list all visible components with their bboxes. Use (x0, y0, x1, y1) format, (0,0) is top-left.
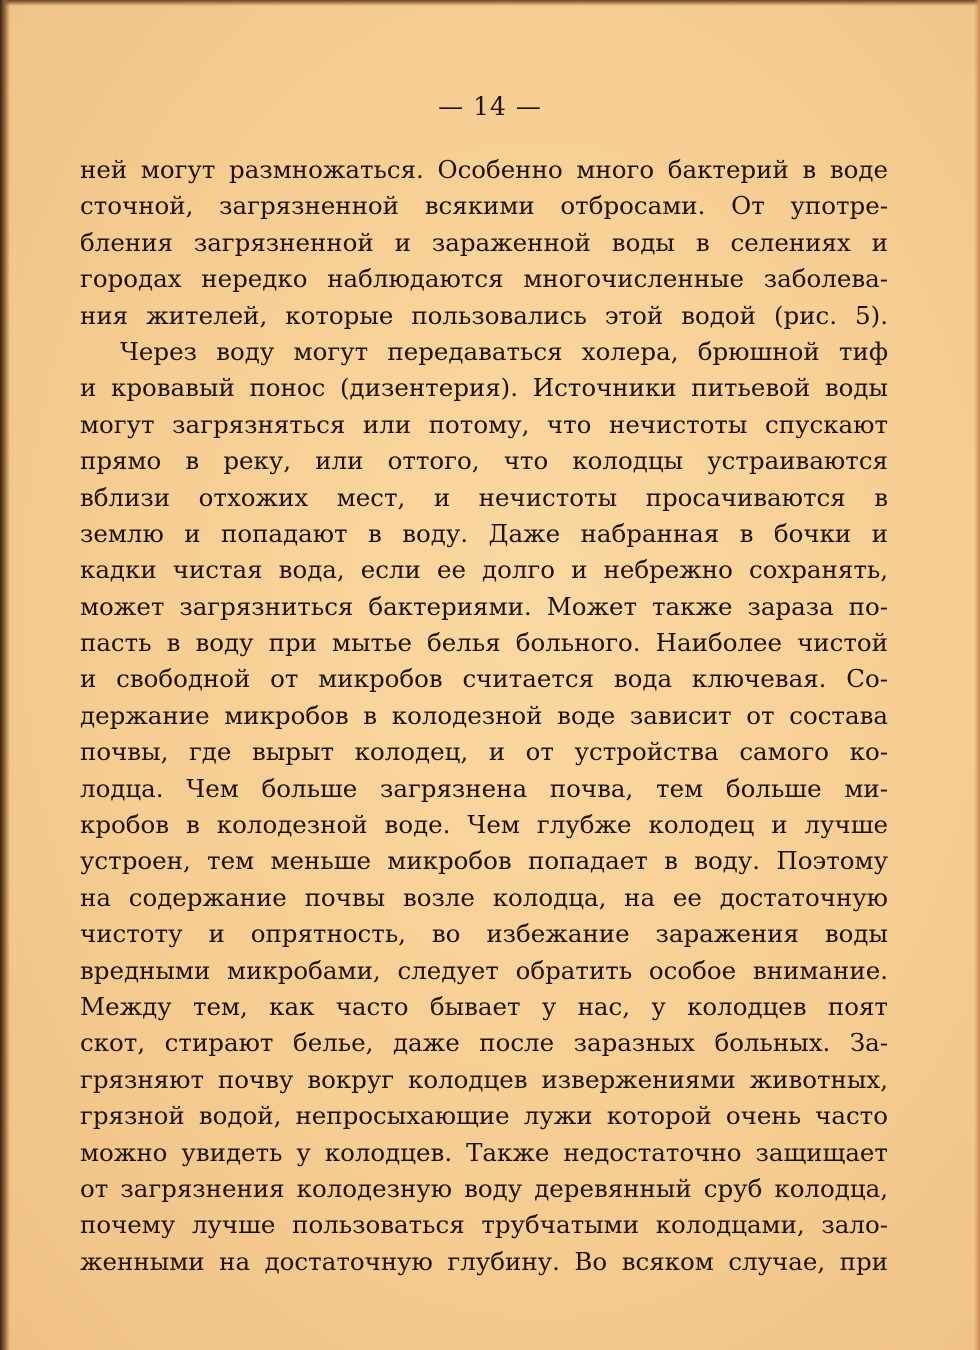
text-line: ней могут размножаться. Особенно много бактерий в воде (80, 155, 888, 184)
text-line: держание микробов в колодезной воде зависит от состава (80, 700, 888, 730)
text-line: и кровавый понос (дизентерия). Источники питьевой воды (80, 373, 888, 403)
text-line: кадки чистая вода, если ее долго и небрежно сохранять, (80, 555, 888, 585)
text-line: почему лучше пользоваться трубчатыми колодцами, зало- (80, 1210, 888, 1240)
text-line: от загрязнения колодезную воду деревянный сруб колодца, (80, 1173, 888, 1203)
text-line: и свободной от микробов считается вода ключевая. Со- (80, 664, 888, 694)
text-line: могут загрязняться или потому, что нечистоты спускают (80, 409, 888, 439)
page-edge-left (0, 0, 10, 1350)
text-line: Между тем, как часто бывает у нас, у колодцев поят (80, 991, 888, 1021)
text-line: скот, стирают белье, даже после заразных больных. За- (80, 1028, 888, 1058)
text-line: чистоту и опрятность, во избежание заражения воды (80, 919, 888, 949)
text-line: устроен, тем меньше микробов попадает в воду. Поэтому (80, 846, 888, 876)
text-line: прямо в реку, или оттого, что колодцы устраиваются (80, 446, 888, 476)
page-number: — 14 — (438, 92, 542, 121)
text-line: почвы, где вырыт колодец, и от устройства самого ко- (80, 737, 888, 767)
text-line: бления загрязненной и зараженной воды в селениях и (80, 227, 888, 257)
text-line: сточной, загрязненной всякими отбросами. От употре- (80, 191, 888, 221)
text-line: женными на достаточную глубину. Во всяком случае, при (80, 1246, 888, 1276)
text-line: грязной водой, непросыхающие лужи которой очень часто (80, 1101, 888, 1131)
paragraph (80, 334, 888, 1317)
text-line (80, 1280, 888, 1316)
text-line: можно увидеть у колодцев. Также недостаточно защищает (80, 1137, 888, 1167)
text-line: вредными микробами, следует обратить особое внимание. (80, 955, 888, 985)
page-edge-right (974, 0, 980, 1350)
text-line: пасть в воду при мытье белья больного. Наиболее чистой (80, 628, 888, 658)
text-line: городах нередко наблюдаются многочисленные заболева- (80, 264, 888, 294)
text-line: кробов в колодезной воде. Чем глубже колодец и лучше (80, 810, 888, 840)
text-line: вблизи отхожих мест, и нечистоты просачиваются в (80, 482, 888, 512)
text-line: грязняют почву вокруг колодцев извержениями животных, (80, 1064, 888, 1094)
text-line: ния жителей, которые пользовались этой водой (рис. 5). (80, 300, 888, 330)
text-line: может загрязниться бактериями. Может также зараза по- (80, 591, 888, 621)
text-line: лодца. Чем больше загрязнена почва, тем больше ми- (80, 773, 888, 803)
body-text (80, 152, 888, 1317)
paragraph (80, 152, 888, 334)
text-line: землю и попадают в воду. Даже набранная в бочки и (80, 518, 888, 548)
page-edge-top (0, 0, 980, 6)
text-line: Через воду могут передаваться холера, брюшной тиф (120, 336, 888, 366)
text-line: на содержание почвы возле колодца, на ее достаточную (80, 882, 888, 912)
